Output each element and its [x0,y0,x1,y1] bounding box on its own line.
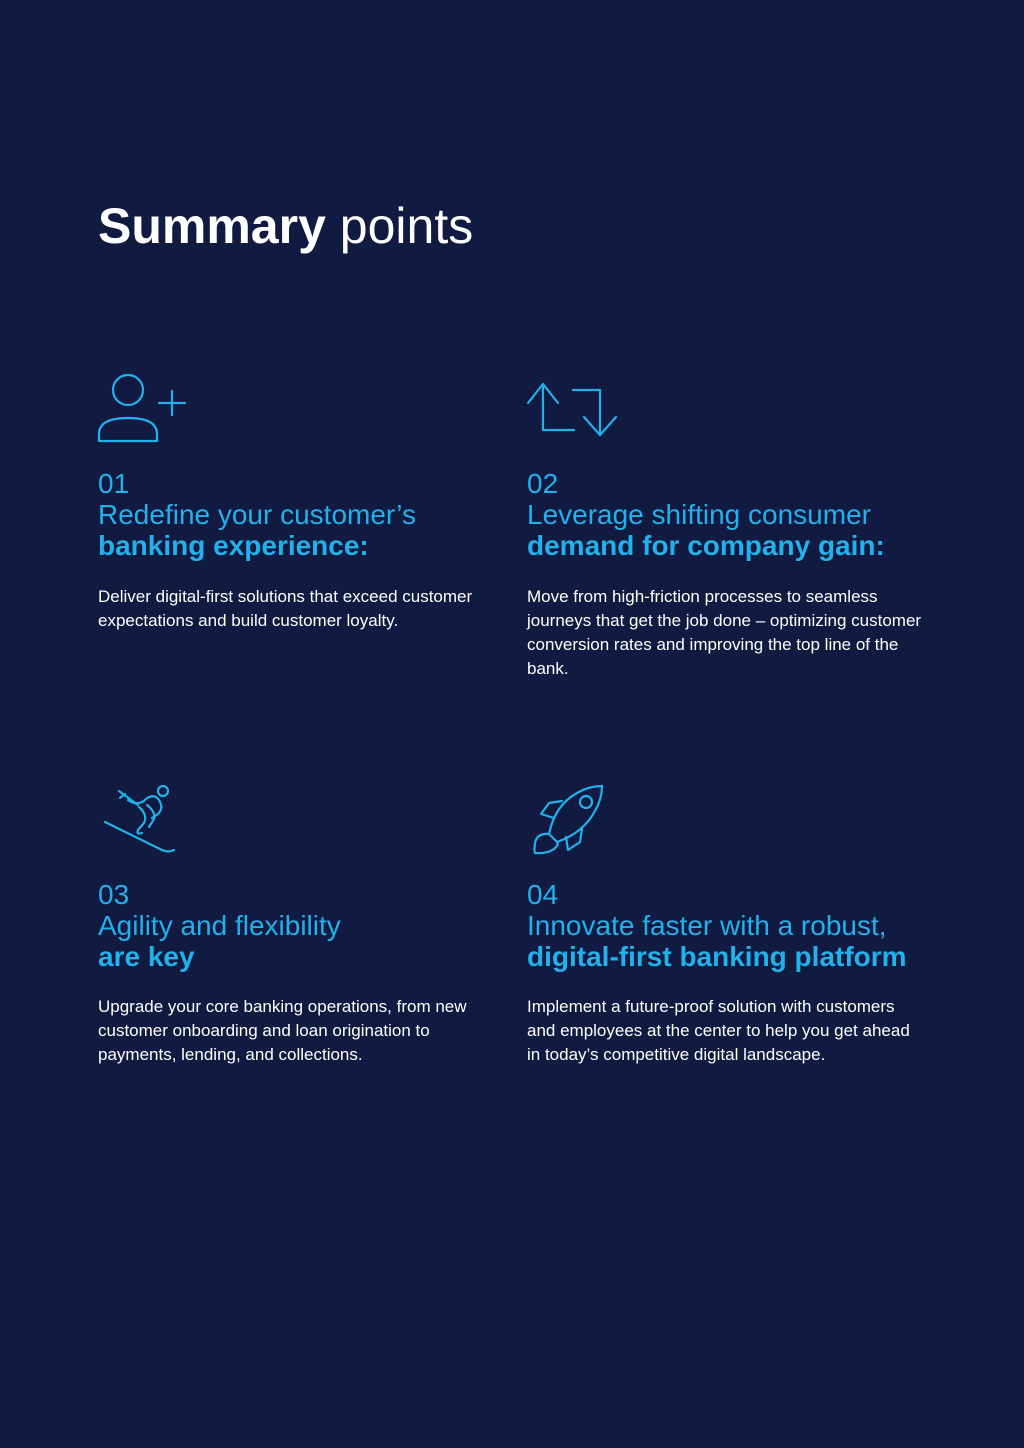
shift-arrows-icon [527,370,622,445]
point-heading [527,910,907,972]
point-number: 02 [527,468,559,499]
point-heading-light: Redefine your customer’s [98,499,417,530]
point-description: Implement a future-proof solution with customers and employees at the center to help you get ahead in today’s competitive digital landscape. [527,997,910,1064]
title-bold: Summary [98,198,326,254]
point-description: Move from high-friction processes to seamless journeys that get the job done – optimizing customer conversion rates and improving the top line of the bank. [527,587,922,678]
point-heading [527,499,885,561]
point-number: 01 [98,468,130,499]
point-heading-bold: digital-first banking platform [527,941,907,972]
point-description: Deliver digital-first solutions that exceed customer expectations and build customer loyalty. [98,587,473,630]
point-heading-bold: are key [98,941,195,972]
point-heading [98,910,341,972]
page-title [98,196,473,256]
point-heading-light: Innovate faster with a robust, [527,910,887,941]
point-description: Upgrade your core banking operations, from new customer onboarding and loan origination to payments, lending, and collections. [98,997,467,1064]
add-user-icon [98,370,193,445]
point-heading-light: Leverage shifting consumer [527,499,871,530]
point-heading-bold: banking experience: [98,530,369,561]
point-heading [98,499,416,561]
point-heading-light: Agility and flexibility [98,910,341,941]
point-number: 04 [527,879,559,910]
point-heading-bold: demand for company gain: [527,530,885,561]
title-regular: points [339,198,474,254]
skier-icon [98,781,193,856]
rocket-icon [527,781,622,856]
point-number: 03 [98,879,130,910]
